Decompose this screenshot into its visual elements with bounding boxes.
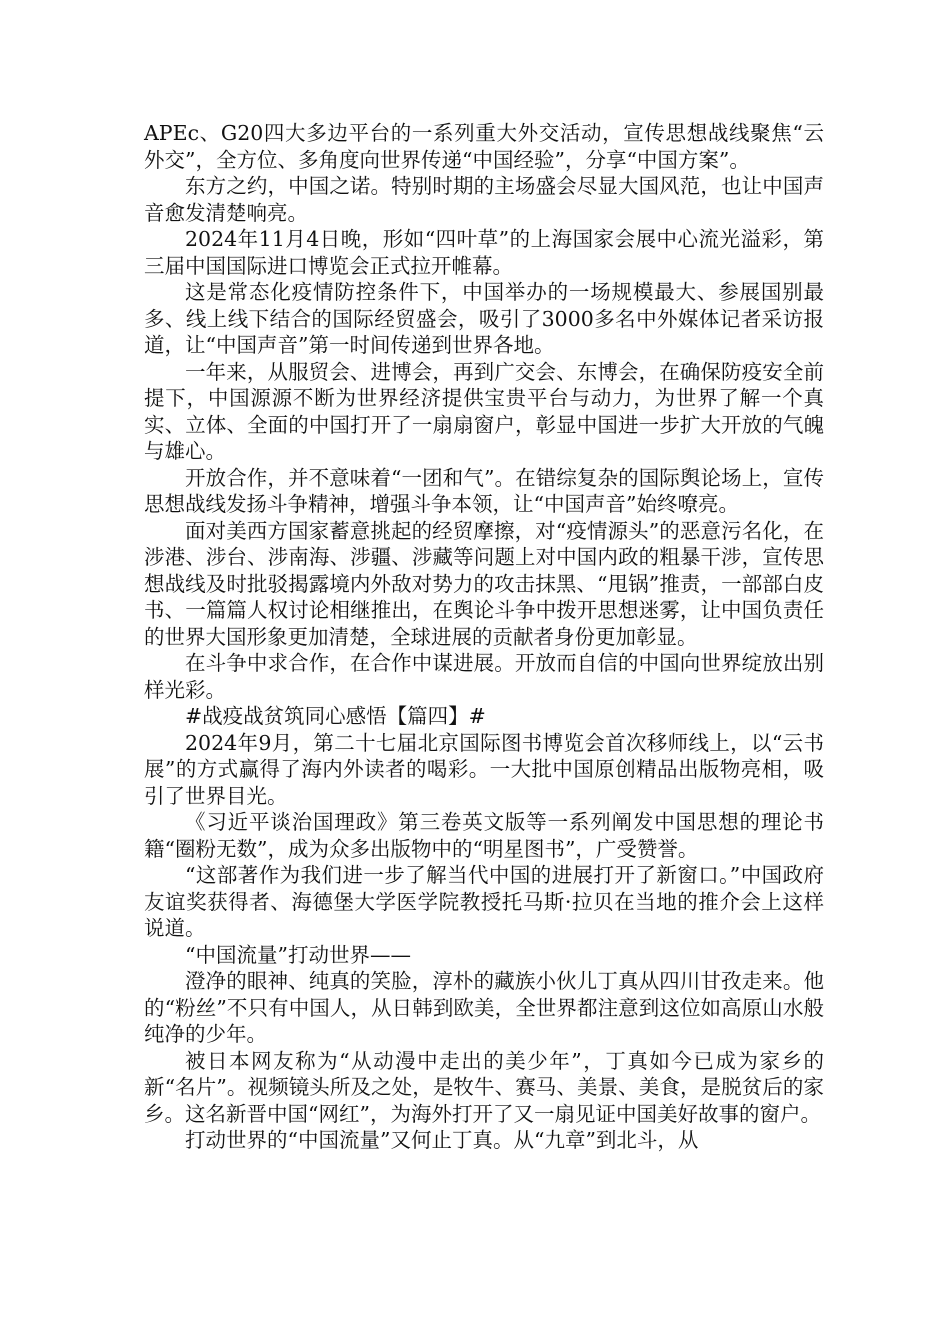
paragraph: 被日本网友称为“从动漫中走出的美少年”，丁真如今已成为家乡的新“名片”。视频镜头所及之处，是牧牛、赛马、美景、美食，是脱贫后的家乡。这名新晋中国“网红”，为海外打开了又一扇见证中国美好故事的窗户。 — [144, 1048, 824, 1126]
paragraph: 这是常态化疫情防控条件下，中国举办的一场规模最大、参展国别最多、线上线下结合的国际经贸盛会，吸引了3000多名中外媒体记者采访报道，让“中国声音”第一时间传递到世界各地。 — [144, 280, 824, 357]
section-heading: #战疫战贫筑同心感悟【篇四】# — [185, 704, 486, 728]
paragraph: 面对美西方国家蓄意挑起的经贸摩擦，对“疫情源头”的恶意污名化，在涉港、涉台、涉南海、涉疆、涉藏等问题上对中国内政的粗暴干涉，宣传思想战线及时批驳揭露境内外敌对势力的攻击抹黑、“甩锅”推责，一部部白皮书、一篇篇人权讨论相继推出，在舆论斗争中拨开思想迷雾，让中国负责任的世界大国形象更加清楚，全球进展的贡献者身份更加彰显。 — [144, 518, 824, 649]
paragraph: “这部著作为我们进一步了解当代中国的进展打开了新窗口。”中国政府友谊奖获得者、海德堡大学医学院教授托马斯·拉贝在当地的推介会上这样说道。 — [144, 863, 824, 940]
paragraph: APEc、G20四大多边平台的一系列重大外交活动，宣传思想战线聚焦“云外交”，全方位、多角度向世界传递“中国经验”，分享“中国方案”。 — [144, 121, 824, 172]
paragraph: 2024年11月4日晚，形如“四叶草”的上海国家会展中心流光溢彩，第三届中国国际进口博览会正式拉开帷幕。 — [144, 227, 824, 278]
paragraph: 一年来，从服贸会、进博会，再到广交会、东博会，在确保防疫安全前提下，中国源源不断为世界经济提供宝贵平台与动力，为世界了解一个真实、立体、全面的中国打开了一扇扇窗户，彰显中国进一步扩大开放的气魄与雄心。 — [144, 359, 824, 463]
article-body — [144, 120, 824, 1154]
paragraph: 打动世界的“中国流量”又何止丁真。从“九章”到北斗，从 — [185, 1128, 699, 1152]
paragraph: 开放合作，并不意味着“一团和气”。在错综复杂的国际舆论场上，宣传思想战线发扬斗争精神，增强斗争本领，让“中国声音”始终嘹亮。 — [144, 465, 824, 516]
paragraph: 《习近平谈治国理政》第三卷英文版等一系列阐发中国思想的理论书籍“圈粉无数”，成为众多出版物中的“明星图书”，广受赞誉。 — [144, 810, 824, 861]
paragraph: 澄净的眼神、纯真的笑脸，淳朴的藏族小伙儿丁真从四川甘孜走来。他的“粉丝”不只有中国人，从日韩到欧美，全世界都注意到这位如高原山水般纯净的少年。 — [144, 969, 824, 1046]
paragraph: 2024年9月，第二十七届北京国际图书博览会首次移师线上，以“云书展”的方式赢得了海内外读者的喝彩。一大批中国原创精品出版物亮相，吸引了世界目光。 — [144, 730, 824, 808]
paragraph: 东方之约，中国之诺。特别时期的主场盛会尽显大国风范，也让中国声音愈发清楚响亮。 — [144, 174, 824, 225]
subheading: “中国流量”打动世界—— — [185, 942, 411, 967]
paragraph: 在斗争中求合作，在合作中谋进展。开放而自信的中国向世界绽放出别样光彩。 — [144, 651, 824, 702]
